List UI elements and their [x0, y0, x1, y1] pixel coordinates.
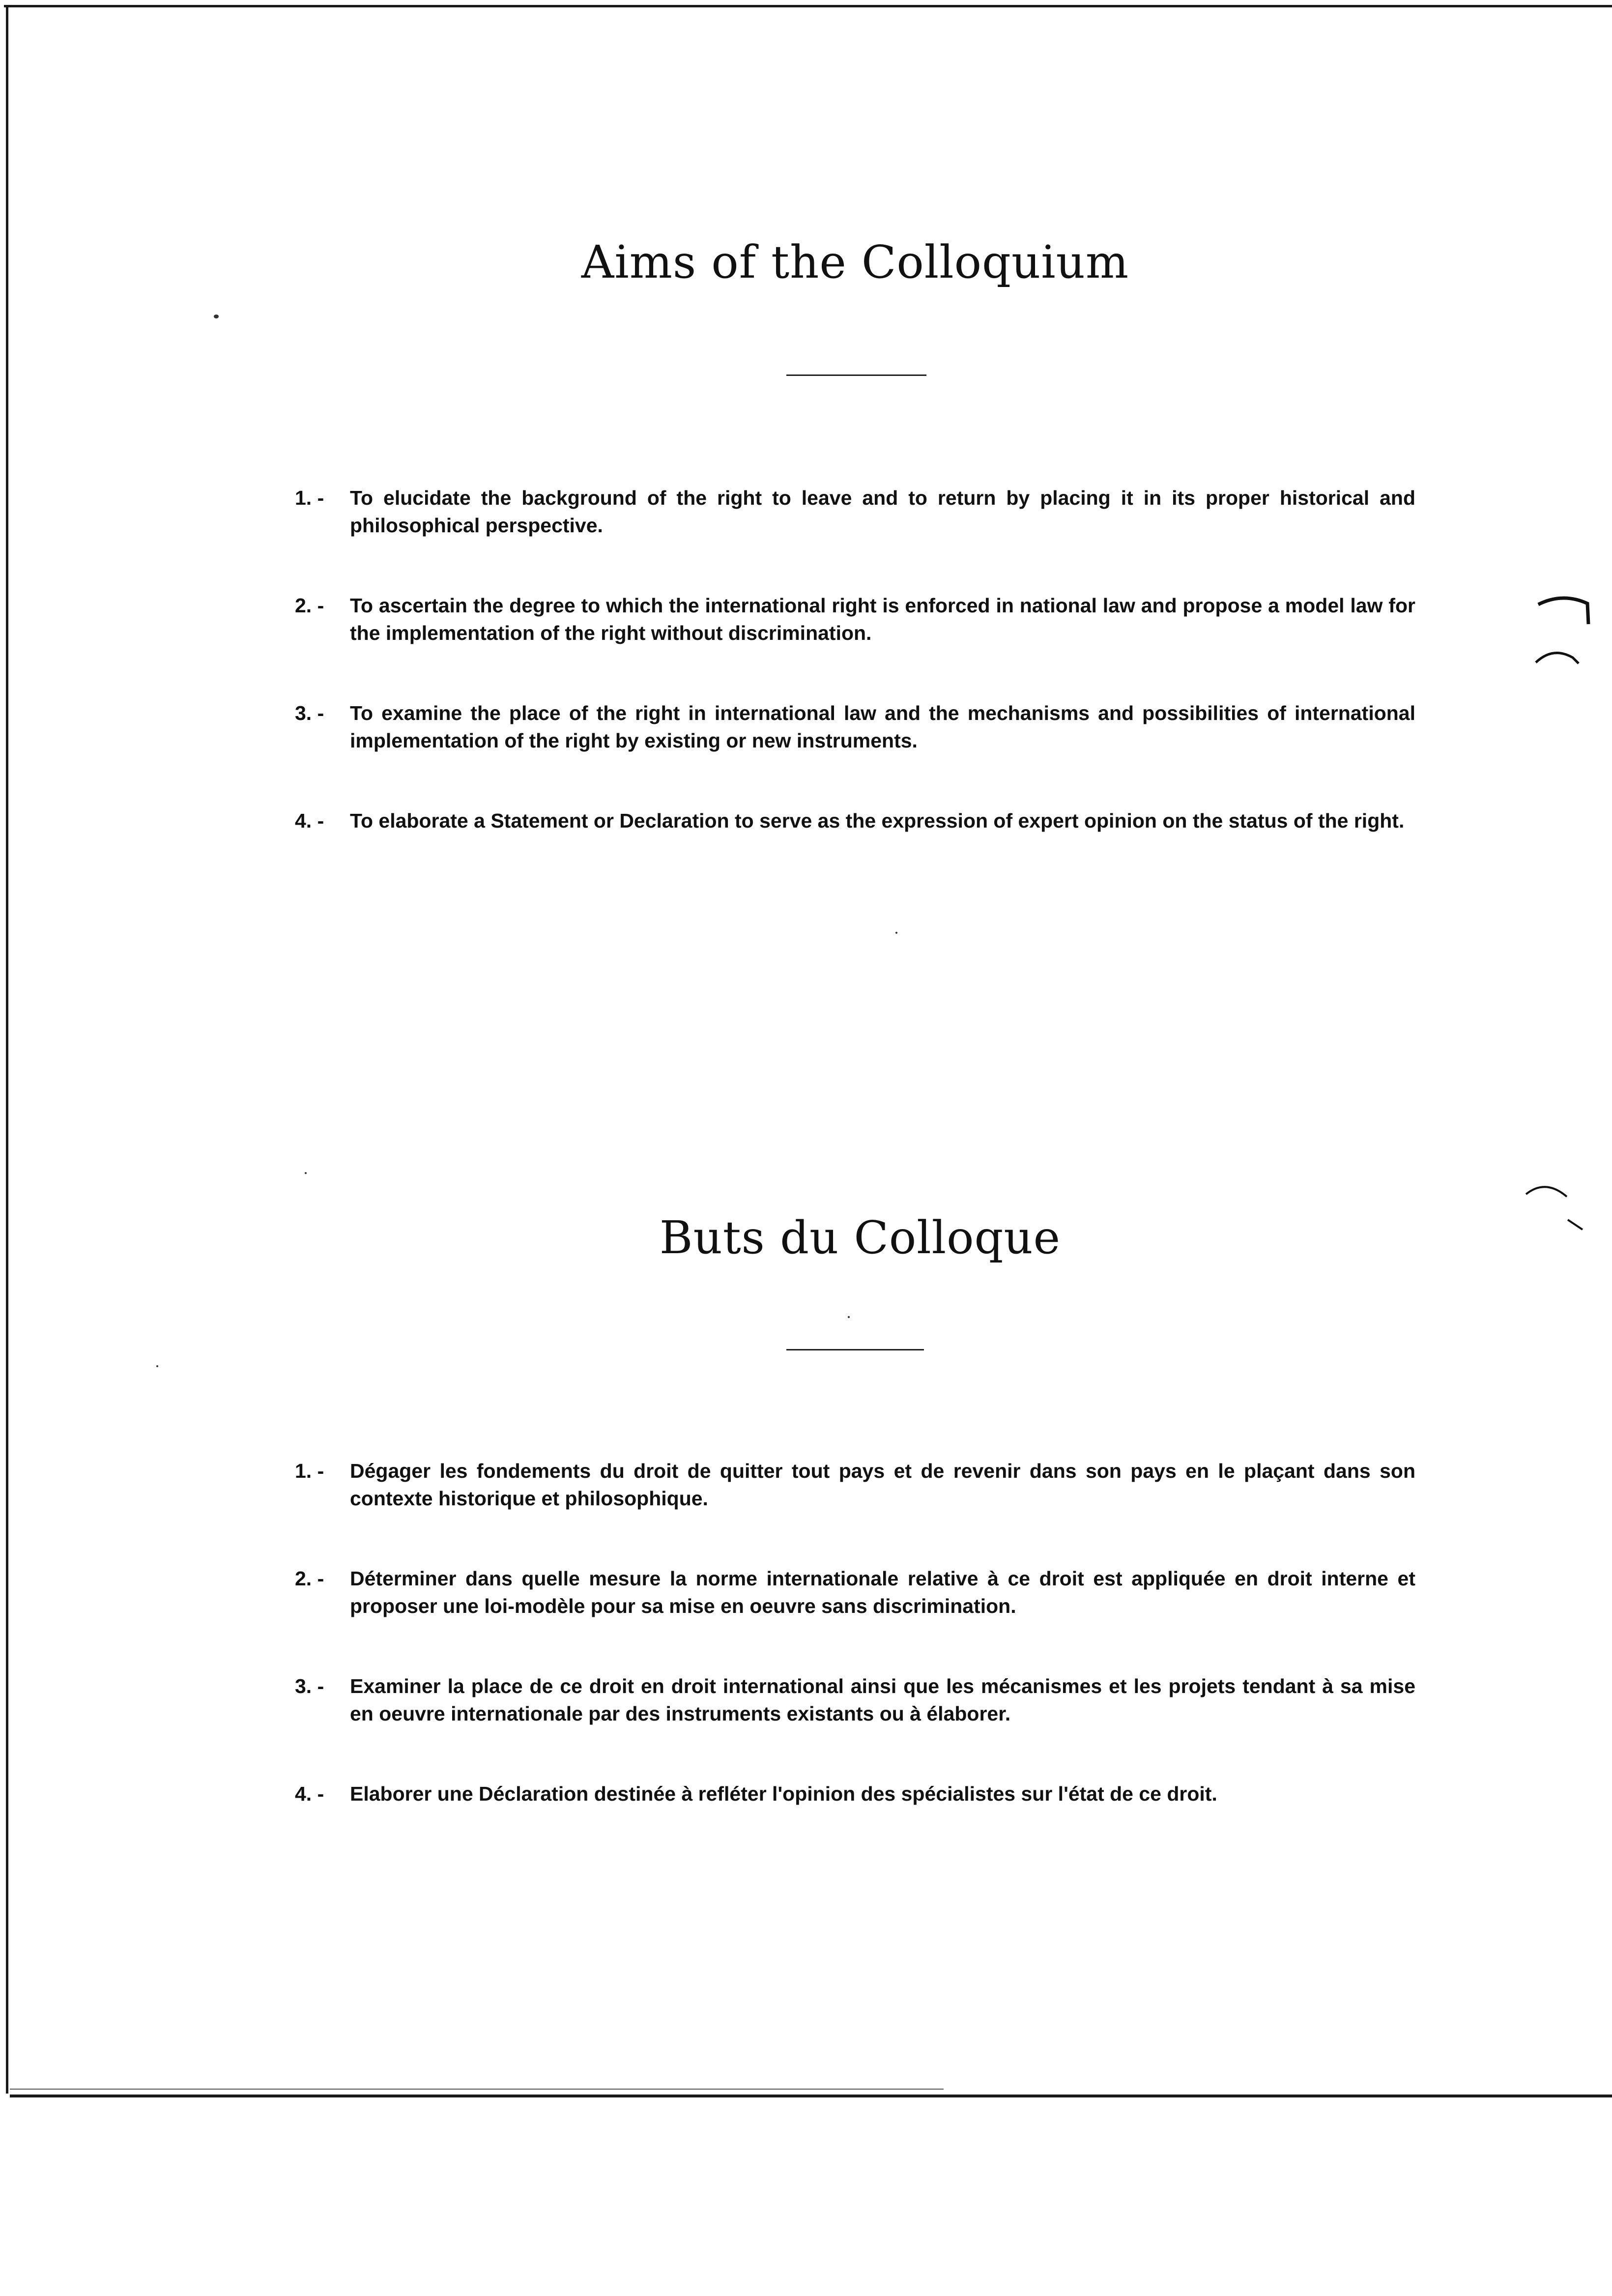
list-item	[295, 699, 1415, 754]
punch-hole-mark	[1533, 590, 1602, 678]
list-item	[295, 1457, 1415, 1512]
english-heading: Aims of the Colloquium	[581, 236, 1129, 288]
scan-border-bottom	[10, 2095, 1612, 2097]
item-number: 2. -	[295, 594, 324, 617]
scan-border-left	[6, 5, 8, 2094]
item-text: To elaborate a Statement or Declaration to serve as the expression of expert opinion on the status of the right.	[350, 809, 1405, 832]
english-heading-rule	[786, 374, 926, 376]
list-item	[295, 592, 1415, 647]
scan-speck	[848, 1316, 850, 1318]
item-text: To elucidate the background of the right to leave and to return by placing it in its proper historical and philosophical perspective.	[350, 487, 1415, 537]
list-item	[295, 1780, 1415, 1808]
item-text: To examine the place of the right in international law and the mechanisms and possibilities of international implementation of the right by existing or new instruments.	[350, 702, 1415, 752]
item-number: 1. -	[295, 1460, 324, 1482]
item-text: Dégager les fondements du droit de quitter tout pays et de revenir dans son pays en le plaçant dans son contexte historique et philosophique.	[350, 1460, 1415, 1510]
scan-speck	[214, 315, 219, 318]
list-item	[295, 1672, 1415, 1727]
scan-speck	[156, 1365, 158, 1367]
french-aims-list	[295, 1457, 1415, 1860]
item-text: Examiner la place de ce droit en droit international ainsi que les mécanismes et les projets tendant à sa mise en oeuvre internationale par des instruments existants ou à élaborer.	[350, 1675, 1415, 1725]
english-aims-list	[295, 484, 1415, 887]
item-number: 3. -	[295, 702, 324, 724]
list-item	[295, 1565, 1415, 1620]
scan-border-top	[4, 5, 1612, 7]
list-item	[295, 484, 1415, 539]
item-number: 4. -	[295, 809, 324, 832]
item-number: 4. -	[295, 1782, 324, 1805]
french-heading: Buts du Colloque	[659, 1211, 1061, 1264]
item-text: Elaborer une Déclaration destinée à refléter l'opinion des spécialistes sur l'état de ce droit.	[350, 1782, 1217, 1805]
scan-border-bottom-thin	[10, 2089, 944, 2090]
item-text: To ascertain the degree to which the international right is enforced in national law and propose a model law for the implementation of the right without discrimination.	[350, 594, 1415, 644]
item-number: 3. -	[295, 1675, 324, 1697]
item-number: 1. -	[295, 487, 324, 509]
punch-hole-mark	[1524, 1175, 1592, 1243]
french-heading-rule	[786, 1349, 924, 1350]
scan-speck	[305, 1172, 307, 1174]
item-text: Déterminer dans quelle mesure la norme internationale relative à ce droit est appliquée en droit interne et proposer une loi-modèle pour sa mise en oeuvre sans discrimination.	[350, 1567, 1415, 1617]
scan-speck	[895, 932, 897, 934]
list-item	[295, 807, 1415, 834]
item-number: 2. -	[295, 1567, 324, 1590]
